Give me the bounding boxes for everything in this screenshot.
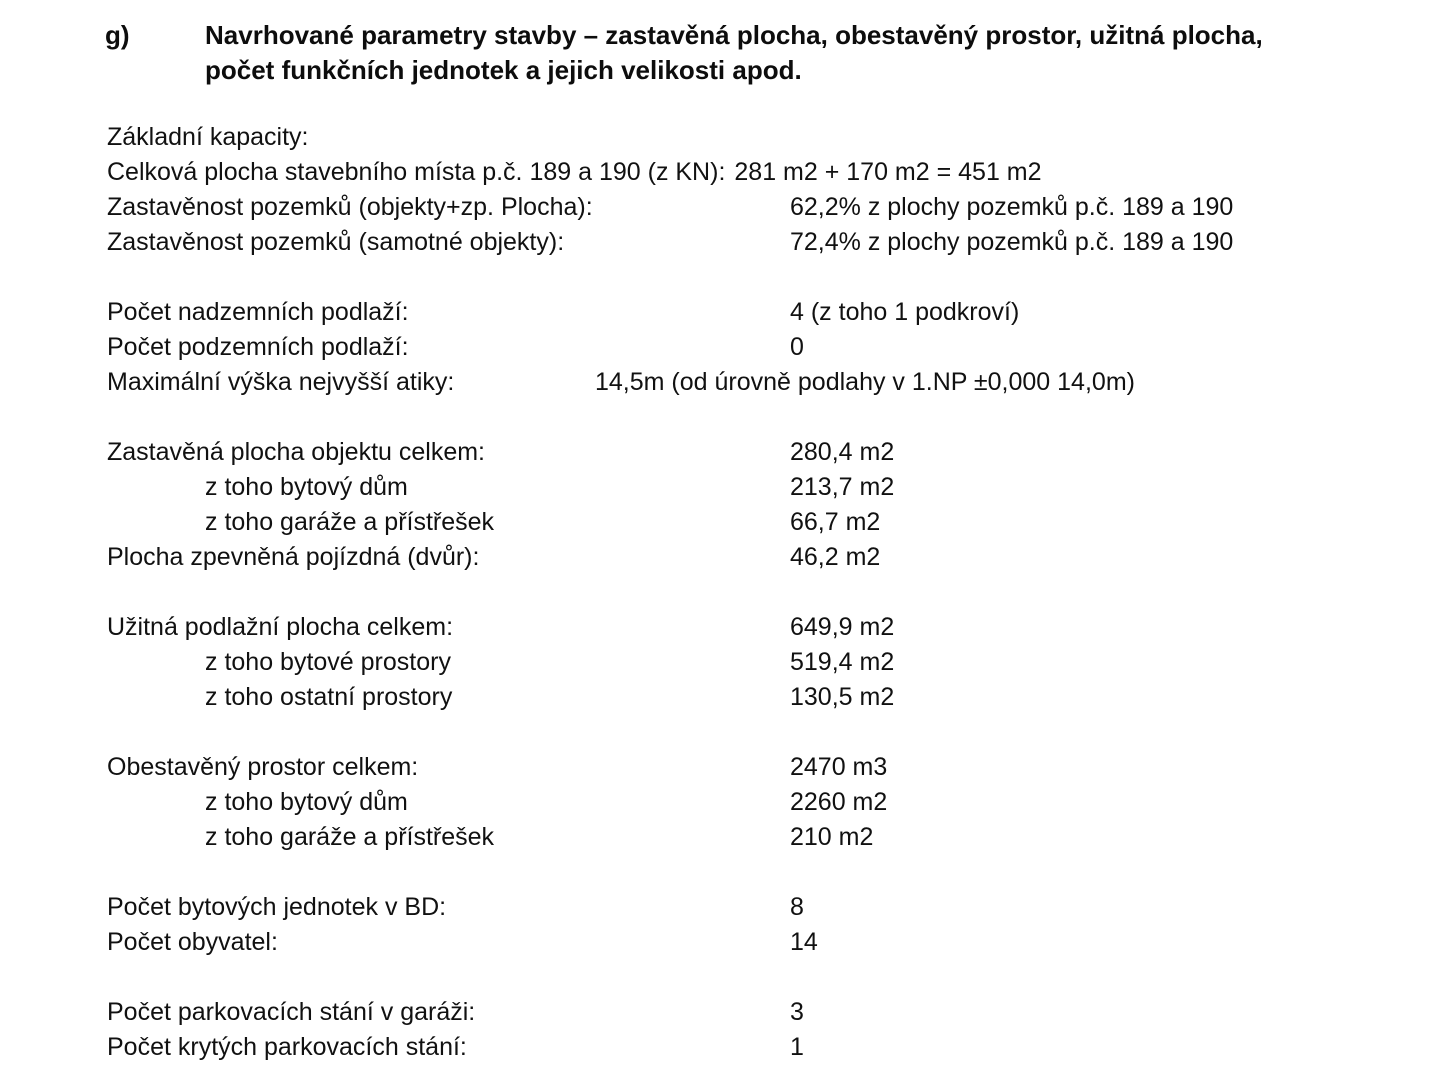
parameter-row <box>107 610 1451 645</box>
parameter-label: Počet parkovacích stání v garáži: <box>107 998 476 1026</box>
parameter-value: 2470 m3 <box>790 753 888 781</box>
parameter-row <box>107 435 1451 470</box>
parameter-row <box>107 750 1451 785</box>
parameter-value: 14,5m (od úrovně podlahy v 1.NP ±0,000 14,0m) <box>595 368 1135 396</box>
parameter-section <box>107 295 1451 400</box>
parameter-label: Počet krytých parkovacích stání: <box>107 1033 467 1061</box>
parameter-label: Celková plocha stavebního místa p.č. 189 a 190 (z KN): <box>107 158 726 186</box>
parameter-row <box>107 295 1451 330</box>
parameter-value: 62,2% z plochy pozemků p.č. 189 a 190 <box>790 193 1234 221</box>
parameter-value: 46,2 m2 <box>790 543 881 571</box>
parameter-row <box>107 890 1451 925</box>
parameter-value: 3 <box>790 998 804 1026</box>
parameter-value: 281 m2 + 170 m2 = 451 m2 <box>734 158 1042 186</box>
parameter-label: Obestavěný prostor celkem: <box>107 753 419 781</box>
parameter-row <box>107 995 1451 1030</box>
parameter-label: z toho garáže a přístřešek <box>205 508 495 536</box>
parameter-value: 0 <box>790 333 804 361</box>
parameter-row <box>107 330 1451 365</box>
parameter-row <box>107 680 1451 715</box>
parameter-value: 72,4% z plochy pozemků p.č. 189 a 190 <box>790 228 1234 256</box>
parameter-value: 2260 m2 <box>790 788 888 816</box>
parameter-row <box>107 190 1451 225</box>
parameter-value: 1 <box>790 1033 804 1061</box>
section-heading-text: Navrhované parametry stavby – zastavěná plocha, obestavěný prostor, užitná plocha, počet funkčních jednotek a jejich velikosti apod. <box>205 20 1263 85</box>
parameter-row <box>107 155 1451 190</box>
parameter-row <box>107 225 1451 260</box>
parameter-row <box>107 645 1451 680</box>
parameter-label: Plocha zpevněná pojízdná (dvůr): <box>107 543 480 571</box>
parameter-label: Počet bytových jednotek v BD: <box>107 893 447 921</box>
parameter-value: 213,7 m2 <box>790 473 895 501</box>
parameter-label: z toho bytový dům <box>205 788 408 816</box>
parameter-row <box>107 785 1451 820</box>
parameter-row <box>107 925 1451 960</box>
parameter-row <box>107 470 1451 505</box>
parameter-row <box>107 365 1451 400</box>
parameter-value: 8 <box>790 893 804 921</box>
parameter-label: z toho ostatní prostory <box>205 683 453 711</box>
parameter-label: Počet nadzemních podlaží: <box>107 298 409 326</box>
parameter-row <box>107 820 1451 855</box>
parameter-row <box>107 1030 1451 1065</box>
parameter-label: Maximální výška nejvyšší atiky: <box>107 368 455 396</box>
parameter-value: 210 m2 <box>790 823 874 851</box>
parameter-label: z toho garáže a přístřešek <box>205 823 495 851</box>
parameter-label: Zastavěnost pozemků (objekty+zp. Plocha): <box>107 193 593 221</box>
parameter-label: z toho bytový dům <box>205 473 408 501</box>
section-letter: g) <box>105 20 130 50</box>
parameter-row <box>107 540 1451 575</box>
parameter-section <box>107 750 1451 855</box>
parameter-label: Zastavěnost pozemků (samotné objekty): <box>107 228 565 256</box>
parameter-section <box>107 435 1451 575</box>
parameter-row <box>107 120 1451 155</box>
parameter-value: 66,7 m2 <box>790 508 881 536</box>
parameter-section <box>107 890 1451 960</box>
parameter-label: Počet obyvatel: <box>107 928 278 956</box>
parameter-value: 130,5 m2 <box>790 683 895 711</box>
parameter-value: 649,9 m2 <box>790 613 895 641</box>
parameter-label: Základní kapacity: <box>107 123 309 151</box>
parameter-section <box>107 995 1451 1065</box>
parameter-label: Počet podzemních podlaží: <box>107 333 409 361</box>
parameter-section <box>107 610 1451 715</box>
parameter-value: 519,4 m2 <box>790 648 895 676</box>
section-heading <box>0 0 1451 88</box>
parameter-value: 4 (z toho 1 podkroví) <box>790 298 1020 326</box>
parameter-label: Užitná podlažní plocha celkem: <box>107 613 454 641</box>
parameter-label: z toho bytové prostory <box>205 648 451 676</box>
parameter-label: Zastavěná plocha objektu celkem: <box>107 438 485 466</box>
parameter-value: 14 <box>790 928 818 956</box>
parameter-value: 280,4 m2 <box>790 438 895 466</box>
parameter-section <box>107 120 1451 260</box>
parameters-list <box>0 88 1451 1065</box>
parameter-row <box>107 505 1451 540</box>
